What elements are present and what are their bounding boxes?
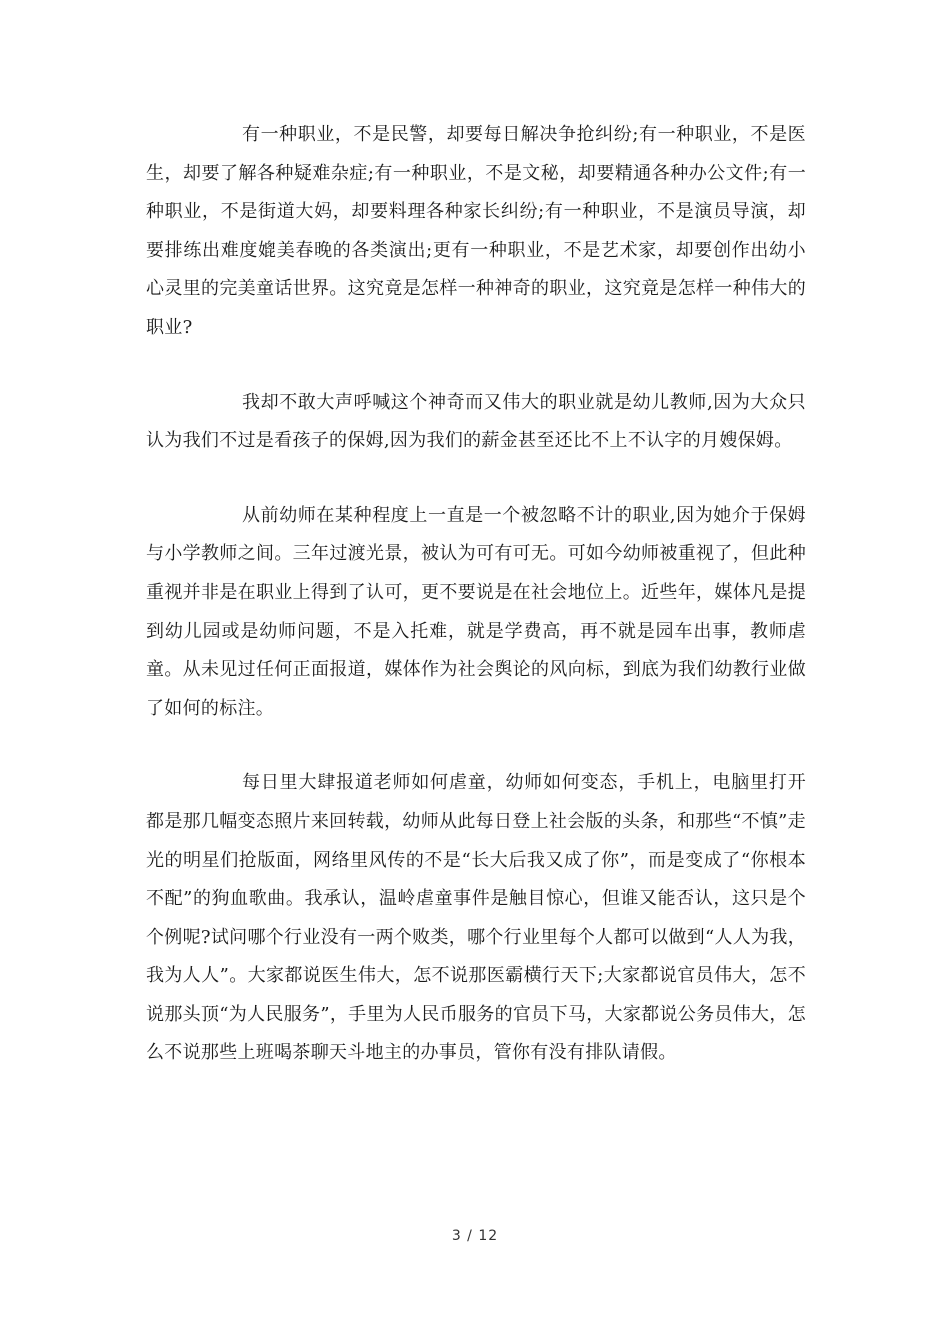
paragraph-3: 从前幼师在某种程度上一直是一个被忽略不计的职业,因为她介于保姆与小学教师之间。三年过渡光景，被认为可有可无。可如今幼师被重视了，但此种重视并非是在职业上得到了认可，更不要说是在社会地位上。近些年，媒体凡是提到幼儿园或是幼师问题，不是入托难，就是学费高，再不就是园车出事，教师虐童。从未见过任何正面报道，媒体作为社会舆论的风向标，到底为我们幼教行业做了如何的标注。 [146,504,806,719]
page-number: 3 / 12 [451,1228,499,1244]
paragraph-1: 有一种职业，不是民警，却要每日解决争抢纠纷;有一种职业，不是医生，却要了解各种疑难杂症;有一种职业，不是文秘，却要精通各种办公文件;有一种职业，不是街道大妈，却要料理各种家长纠纷;有一种职业，不是演员导演，却要排练出难度媲美春晚的各类演出;更有一种职业，不是艺术家，却要创作出幼小心灵里的完美童话世界。这究竟是怎样一种神奇的职业，这究竟是怎样一种伟大的职业? [146,124,806,338]
paragraph-4: 每日里大肆报道老师如何虐童，幼师如何变态，手机上，电脑里打开都是那几幅变态照片来回转载，幼师从此每日登上社会版的头条，和那些“不慎”走光的明星们抢版面，网络里风传的不是“长大后我又成了你”，而是变成了“你根本不配”的狗血歌曲。我承认，温岭虐童事件是触目惊心，但谁又能否认，这只是个个例呢?试问哪个行业没有一两个败类，哪个行业里每个人都可以做到“人人为我，我为人人”。大家都说医生伟大，怎不说那医霸横行天下;大家都说官员伟大，怎不说那头顶“为人民服务”，手里为人民币服务的官员下马，大家都说公务员伟大，怎么不说那些上班喝茶聊天斗地主的办事员，管你有没有排队请假。 [146,772,806,1064]
paragraph-2: 我却不敢大声呼喊这个神奇而又伟大的职业就是幼儿教师,因为大众只认为我们不过是看孩子的保姆,因为我们的薪金甚至还比不上不认字的月嫂保姆。 [146,391,806,452]
document-body [146,116,806,1109]
